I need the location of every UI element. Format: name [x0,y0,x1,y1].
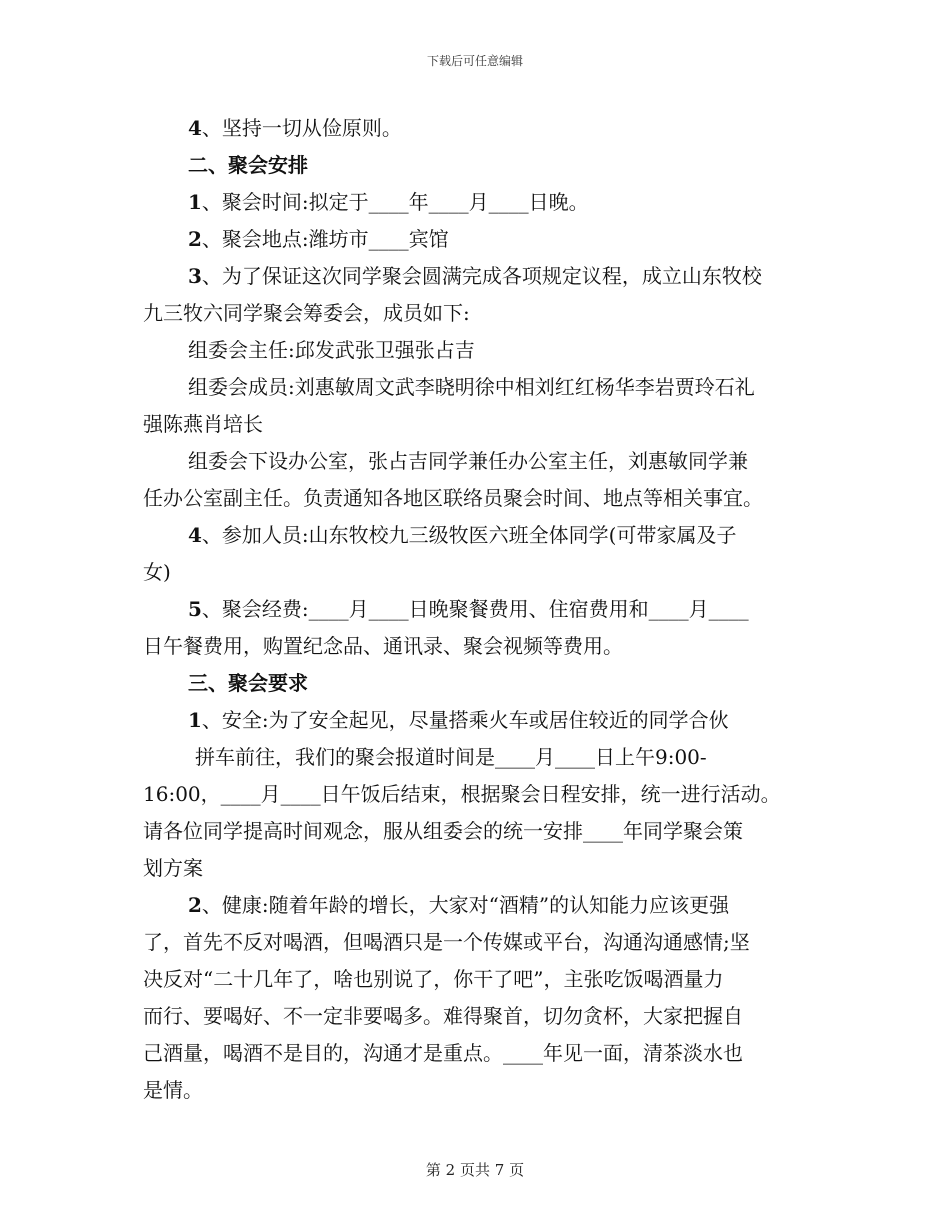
item-number: 1 [188,708,202,732]
text-line: 女) [143,560,171,584]
text-line: 强陈燕肖培长 [143,412,263,436]
office-line: 组委会下设办公室，张占吉同学兼任办公室主任，刘惠敏同学兼 [188,449,748,473]
item-number: 3 [188,264,202,288]
text-line: 请各位同学提高时间观念，服从组委会的统一安排____年同学聚会策 [143,819,743,843]
text-line: 九三牧六同学聚会筹委会，成员如下: [143,301,470,325]
item-text: 、坚持一切从俭原则。 [201,116,402,140]
section-heading-requirements: 三、聚会要求 [188,671,308,695]
item-text: 、聚会经费:____月____日晚聚餐费用、住宿费用和____月____ [201,597,749,621]
item-number: 5 [188,597,202,621]
section-heading-arrangement: 二、聚会安排 [188,153,308,177]
list-item-4-participants [143,517,823,554]
committee-director-line: 组委会主任:邱发武张卫强张占吉 [188,338,475,362]
item-number: 1 [188,190,202,214]
item-text: 、参加人员:山东牧校九三级牧医六班全体同学(可带家属及子 [201,523,737,547]
page-header: 下载后可任意编辑 [426,54,523,68]
text-line: 划方案 [143,856,203,880]
page-footer: 第 2 页共 7 页 [425,1161,525,1179]
list-item-1 [143,184,823,221]
item-text: 、聚会时间:拟定于____年____月____日晚。 [201,190,589,214]
text-line: 而行、要喝好、不一定非要喝多。难得聚首，切勿贪杯，大家把握自 [143,1004,743,1028]
text-line: 16:00，____月____日午饭后结束，根据聚会日程安排，统一进行活动。 [143,782,781,806]
item-number: 4 [188,523,202,547]
list-item-4 [143,110,823,147]
item-text: 、安全:为了安全起见，尽量搭乘火车或居住较近的同学合伙 [201,708,729,732]
text-line: 是情。 [143,1078,203,1102]
list-item-2 [143,221,823,258]
text-line: 决反对“二十几年了，啥也别说了，你干了吧”，主张吃饭喝酒量力 [143,967,724,991]
item-text: 、聚会地点:潍坊市____宾馆 [201,227,449,251]
list-item-2-health [143,887,823,924]
item-number: 2 [188,227,202,251]
text-line: 任办公室副主任。负责通知各地区联络员聚会时间、地点等相关事宜。 [143,486,763,510]
text-line: 日午餐费用，购置纪念品、通讯录、聚会视频等费用。 [143,634,623,658]
document-body [143,110,823,1109]
text-line: 拼车前往，我们的聚会报道时间是____月____日上午9:00- [195,745,707,769]
list-item-5 [143,591,823,628]
list-item-1-safety [143,702,823,739]
committee-members-line: 组委会成员:刘惠敏周文武李晓明徐中相刘红红杨华李岩贾玲石礼 [188,375,755,399]
item-text: 、健康:随着年龄的增长，大家对“酒精”的认知能力应该更强 [201,893,730,917]
item-number: 4 [188,116,202,140]
text-line: 了，首先不反对喝酒，但喝酒只是一个传媒或平台，沟通沟通感情;坚 [143,930,750,954]
text-line: 己酒量，喝酒不是目的，沟通才是重点。____年见一面，清茶淡水也 [143,1041,743,1065]
item-number: 2 [188,893,202,917]
list-item-3 [143,258,823,295]
item-text: 、为了保证这次同学聚会圆满完成各项规定议程，成立山东牧校 [201,264,762,288]
